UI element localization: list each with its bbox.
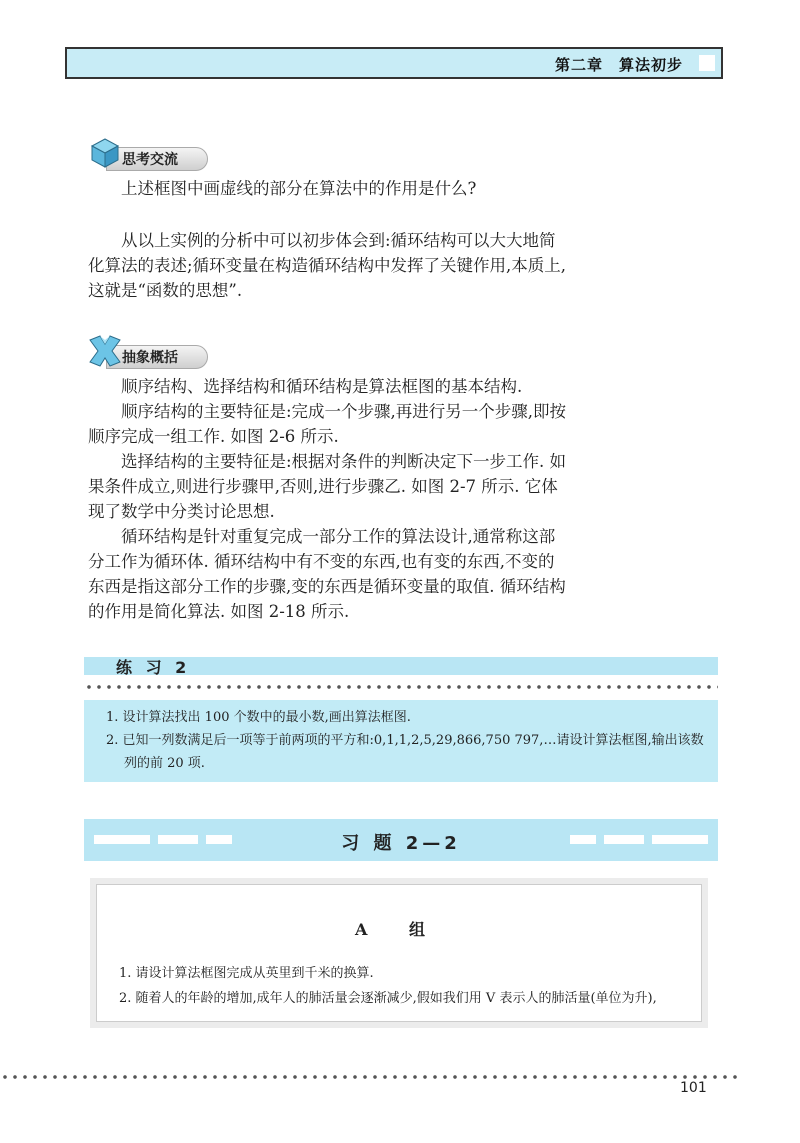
exercise-title: 练 习 2 [116,658,191,677]
think-question: 上述框图中画虚线的部分在算法中的作用是什么? [121,179,477,198]
problems-title: 习 题 2—2 [341,833,461,854]
exercise-list [106,706,706,775]
chapter-header [65,47,723,79]
footer-dotted-line [0,1074,740,1080]
problems-group-box [96,884,702,1022]
abstract-paragraph: 选择结构的主要特征是:根据对条件的判断决定下一步工作. 如果条件成立,则进行步骤甲,否则,进行步骤乙. 如图 2-7 所示. 它体现了数学中分类讨论思想. [88,452,567,521]
page-number: 101 [680,1080,707,1096]
section-label-think [88,144,228,170]
abstract-paragraph: 顺序结构的主要特征是:完成一个步骤,再进行另一个步骤,即按顺序完成一组工作. 如图 2-6 所示. [88,402,567,446]
abstract-paragraph: 循环结构是针对重复完成一部分工作的算法设计,通常称这部分工作为循环体. 循环结构中有不变的东西,也有变的东西,不变的东西是指这部分工作的步骤,变的东西是循环变量的取值. 循环结构的作用是简化算法. 如图 2-18 所示. [88,527,566,621]
cube-icon [88,136,122,170]
cross-cube-icon [88,334,122,368]
problem-item: 1. 请设计算法框图完成从英里到千米的换算. [119,966,374,981]
think-paragraph: 从以上实例的分析中可以初步体会到:循环结构可以大大地简化算法的表述;循环变量在构造循环结构中发挥了关键作用,本质上,这就是“函数的思想”. [88,231,567,300]
header-square-icon [699,55,715,71]
dotted-divider [84,684,718,690]
problems-list [119,961,699,1011]
problem-item: 2. 随着人的年龄的增加,成年人的肺活量会逐渐减少,假如我们用 V 表示人的肺活量(单位为升), [119,991,657,1006]
exercise-item: 1. 设计算法找出 100 个数中的最小数,画出算法框图. [106,710,411,725]
exercise-box [84,700,718,782]
exercise-item: 2. 已知一列数满足后一项等于前两项的平方和:0,1,1,2,5,29,866,750 797,…请设计算法框图,输出该数列的前 20 项. [106,733,704,771]
abstract-paragraph: 顺序结构、选择结构和循环结构是算法框图的基本结构. [121,377,523,396]
section-label-text: 思考交流 [122,152,178,168]
section-label-abstract [88,342,228,368]
problems-header [84,819,718,861]
group-title: A 组 [355,920,443,939]
section-label-text: 抽象概括 [122,350,178,366]
exercise-header [84,657,718,675]
abstract-paragraphs [88,374,568,624]
chapter-title: 第二章 算法初步 [554,56,683,74]
